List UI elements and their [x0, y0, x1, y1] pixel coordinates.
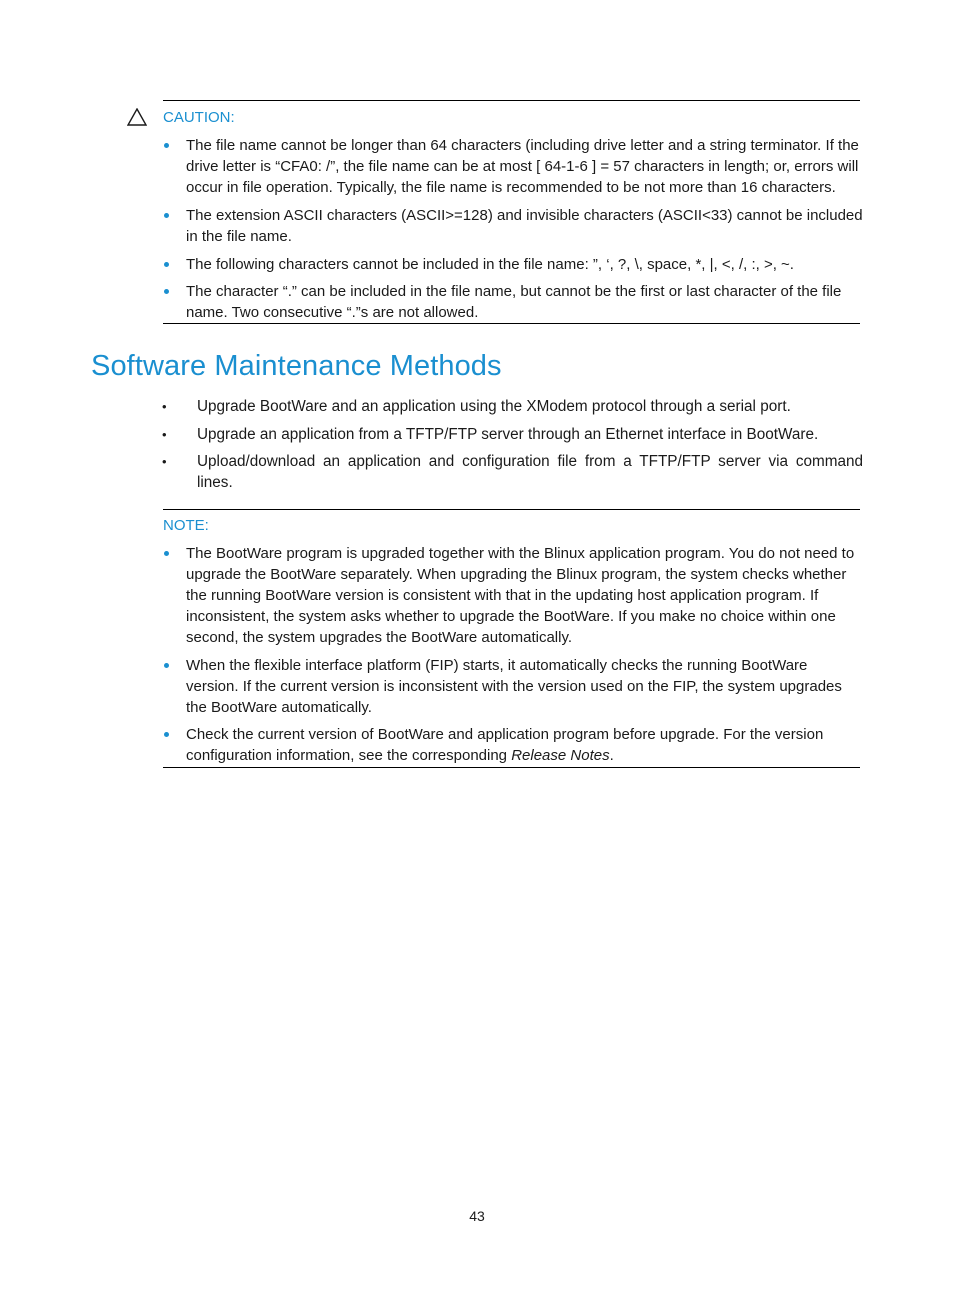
- bullet-dot-icon: [164, 663, 169, 668]
- note-label: NOTE:: [163, 517, 209, 534]
- bullet-dot-icon: [164, 289, 169, 294]
- release-notes-reference: Release Notes: [511, 747, 610, 764]
- note-item: Check the current version of BootWare and application program before upgrade. For the version configuration information, see the corresponding Release Notes.: [163, 724, 863, 766]
- caution-bottom-rule: [163, 323, 860, 324]
- caution-triangle-icon: [127, 108, 147, 126]
- caution-item: The extension ASCII characters (ASCII>=128) and invisible characters (ASCII<33) cannot be included in the file name.: [163, 205, 863, 247]
- bullet-icon: •: [162, 454, 167, 470]
- caution-item: The following characters cannot be included in the file name: ”, ‘, ?, \, space, *, |, <, /, :, >, ~.: [163, 254, 863, 275]
- caution-item: The file name cannot be longer than 64 characters (including drive letter and a string terminator. If the drive letter is “CFA0: /”, the file name can be at most [ 64-1-6 ] = 57 characters in length; or, errors will occur in file operation. Typically, the file name is recommended to be not more than 16 characters.: [163, 135, 863, 198]
- bullet-icon: •: [162, 426, 167, 442]
- section-title: Software Maintenance Methods: [91, 350, 502, 382]
- note-item: The BootWare program is upgraded together with the Blinux application program. You do not need to upgrade the BootWare separately. When upgrading the Blinux program, the system checks whether the running BootWare version is consistent with that in the updating host application program. If inconsistent, the system asks whether to upgrade the BootWare. If you make no choice within one second, the system upgrades the BootWare automatically.: [163, 543, 863, 648]
- note-list: [163, 543, 863, 773]
- section-item: • Upgrade BootWare and an application using the XModem protocol through a serial port.: [162, 398, 791, 415]
- caution-top-rule: [163, 100, 860, 101]
- section-item: • Upgrade an application from a TFTP/FTP server through an Ethernet interface in BootWare.: [162, 425, 819, 443]
- bullet-dot-icon: [164, 732, 169, 737]
- caution-list: [163, 135, 863, 330]
- bullet-dot-icon: [164, 262, 169, 267]
- bullet-dot-icon: [164, 551, 169, 556]
- section-list: [160, 396, 863, 500]
- note-item: When the flexible interface platform (FIP) starts, it automatically checks the running BootWare version. If the current version is inconsistent with the version used on the FIP, the system upgrades the BootWare automatically.: [163, 655, 863, 718]
- bullet-icon: •: [162, 399, 167, 414]
- caution-item: The character “.” can be included in the file name, but cannot be the first or last character of the file name. Two consecutive “.”s are not allowed.: [163, 281, 863, 323]
- note-bottom-rule: [163, 767, 860, 768]
- bullet-dot-icon: [164, 213, 169, 218]
- caution-label: CAUTION:: [163, 109, 235, 126]
- page-number: 43: [469, 1208, 485, 1224]
- note-top-rule: [163, 509, 860, 510]
- bullet-dot-icon: [164, 143, 169, 148]
- section-item: • Upload/download an application and configuration file from a TFTP/FTP server via command lines.: [162, 453, 863, 492]
